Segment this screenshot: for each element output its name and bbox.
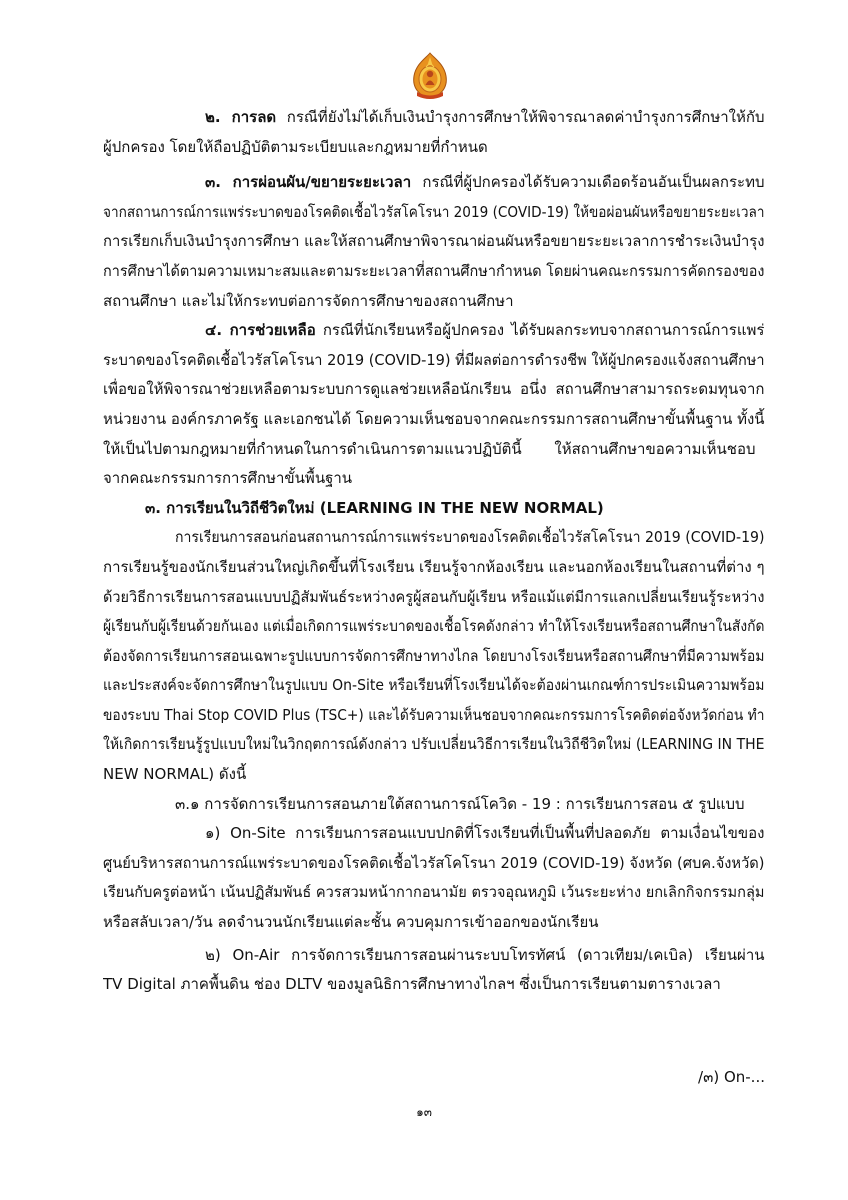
body-text-line (103, 168, 765, 198)
line-content: จากคณะกรรมการการศึกษาขั้นพื้นฐาน (103, 469, 353, 488)
document-body (103, 103, 765, 1000)
line-text (175, 523, 765, 553)
line-content: ๑) On-Site การเรียนการสอนแบบปกติที่โรงเรียนที่เป็นพื้นที่ปลอดภัย ตามเงื่อนไขของ (205, 824, 765, 843)
line-content: เรียนกับครูต่อหน้า เน้นปฏิสัมพันธ์ ควรสวมหน้ากากอนามัย ตรวจอุณหภูมิ เว้นระยะห่าง ยกเลิกกิจกรรมกลุ่ม (103, 883, 765, 902)
subsection-title (103, 790, 765, 820)
body-text-line (103, 701, 765, 731)
line-content: เพื่อขอให้พิจารณาช่วยเหลือตามระบบการดูแลช่วยเหลือนักเรียน อนึ่ง สถานศึกษาสามารถระดมทุนจาก (103, 380, 765, 399)
line-text (103, 849, 765, 879)
line-text (103, 257, 765, 287)
line-text (103, 227, 765, 257)
continuation-marker: /๓) On-... (698, 1068, 765, 1086)
section-heading-text: ๓. การเรียนในวิถีชีวิตใหม่ (LEARNING IN THE NEW NORMAL) (145, 498, 604, 517)
line-content: ของระบบ Thai Stop COVID Plus (TSC+) และได้รับความเห็นชอบจากคณะกรรมการโรคติดต่อจังหวัดก่อน ทำ (103, 705, 765, 724)
line-text (103, 133, 488, 163)
line-text (103, 878, 765, 908)
body-text-line (103, 642, 765, 672)
body-text-line (103, 287, 765, 317)
body-text-line (103, 612, 765, 642)
line-text (205, 819, 765, 849)
body-text-line (103, 760, 765, 790)
body-text-line (103, 553, 765, 583)
line-text (103, 612, 765, 642)
body-text-line (103, 346, 765, 376)
line-content: กรณีที่ผู้ปกครองได้รับความเดือดร้อนอันเป็นผลกระทบ (422, 173, 765, 192)
line-text (205, 168, 765, 198)
body-text-line (103, 819, 765, 849)
line-content: NEW NORMAL) ดังนี้ (103, 765, 247, 784)
section-heading (103, 494, 765, 524)
line-text (103, 701, 765, 731)
line-content: จากสถานการณ์การแพร่ระบาดของโรคติดเชื้อไวรัสโคโรนา 2019 (COVID-19) ให้ขอผ่อนผันหรือขยายระยะเวลา (103, 202, 765, 221)
line-text (103, 583, 765, 613)
subsection-title-text: ๓.๑ การจัดการเรียนการสอนภายใต้สถานการณ์โควิด - 19 : การเรียนการสอน ๕ รูปแบบ (175, 794, 745, 813)
line-text (103, 730, 765, 760)
line-content: การเรียนการสอนก่อนสถานการณ์การแพร่ระบาดของโรคติดเชื้อไวรัสโคโรนา 2019 (COVID-19) (175, 528, 765, 547)
line-text (175, 790, 745, 820)
line-text (103, 287, 514, 317)
section-deferment (103, 168, 765, 316)
line-text (103, 405, 765, 435)
obec-emblem-icon (410, 52, 450, 100)
line-content: การเรียกเก็บเงินบำรุงการศึกษา และให้สถานศึกษาพิจารณาผ่อนผันหรือขยายระยะเวลาการชำระเงินบำรุง (103, 232, 765, 251)
line-text (103, 346, 765, 376)
line-text (205, 316, 764, 346)
line-text (205, 103, 764, 133)
line-content: การศึกษาได้ตามความเหมาะสมและตามระยะเวลาที่สถานศึกษากำหนด โดยผ่านคณะกรรมการคัดกรองของ (103, 261, 765, 280)
line-content: ๒) On-Air การจัดการเรียนการสอนผ่านระบบโทรทัศน์ (ดาวเทียม/เคเบิล) เรียนผ่าน (205, 945, 765, 964)
section-fee-reduction (103, 103, 765, 162)
item-heading: ๔. การช่วยเหลือ (205, 321, 316, 340)
line-content: ให้เป็นไปตามกฎหมายที่กำหนดในการดำเนินการตามแนวปฏิบัตินี้ ให้สถานศึกษาขอความเห็นชอบ (103, 439, 756, 458)
line-content: การเรียนรู้ของนักเรียนส่วนใหญ่เกิดขึ้นที่โรงเรียน เรียนรู้จากห้องเรียน และนอกห้องเรียนในสถานที่ต่าง ๆ (103, 557, 765, 576)
body-text-line (103, 257, 765, 287)
line-content: ด้วยวิธีการเรียนการสอนแบบปฏิสัมพันธ์ระหว่างครูผู้สอนกับผู้เรียน หรือแม้แต่มีการแลกเปลี่ยนเรียนรู้ระหว่าง (103, 587, 765, 606)
body-text-line (103, 671, 765, 701)
emblem-graphic (410, 52, 450, 100)
body-text-line (103, 941, 765, 971)
body-text-line (103, 464, 765, 494)
line-content: และประสงค์จะจัดการศึกษาในรูปแบบ On-Site หรือเรียนที่โรงเรียนได้จะต้องผ่านเกณฑ์การประเมินความพร้อม (103, 676, 765, 695)
line-text (103, 375, 765, 405)
mode-on-site (103, 819, 765, 937)
body-text-line (103, 227, 765, 257)
item-heading: ๒. การลด (205, 108, 277, 126)
line-text (103, 553, 765, 583)
line-content: หน่วยงาน องค์กรภาครัฐ และเอกชนได้ โดยความเห็นชอบจากคณะกรรมการสถานศึกษาขั้นพื้นฐาน ทั้งนี้ (103, 409, 765, 428)
body-text-line (103, 375, 765, 405)
item-heading: ๓. การผ่อนผัน/ขยายระยะเวลา (205, 173, 412, 192)
mode-on-air (103, 941, 765, 1000)
body-text-line (103, 583, 765, 613)
line-text (103, 435, 755, 465)
line-content: ผู้ปกครอง โดยให้ถือปฏิบัติตามระเบียบและกฎหมายที่กำหนด (103, 137, 488, 156)
line-content: สถานศึกษา และไม่ให้กระทบต่อการจัดการศึกษาของสถานศึกษา (103, 291, 514, 310)
body-text-line (103, 849, 765, 879)
line-text (103, 908, 599, 938)
body-text-line (103, 523, 765, 553)
section-new-normal (103, 494, 765, 790)
line-content: ผู้เรียนกับผู้เรียนด้วยกันเอง แต่เมื่อเกิดการแพร่ระบาดของเชื้อโรคดังกล่าว ทำให้โรงเรียนหรือสถานศึกษาในสังกัด (103, 617, 765, 636)
section-assistance (103, 316, 765, 494)
line-content: ระบาดของโรคติดเชื้อไวรัสโคโรนา 2019 (COVID-19) ที่มีผลต่อการดำรงชีพ ให้ผู้ปกครองแจ้งสถานศึกษา (103, 350, 765, 369)
line-text (145, 494, 604, 524)
body-text-line (103, 878, 765, 908)
line-text (103, 198, 765, 228)
line-text (205, 941, 765, 971)
page-number: ๑๓ (416, 1105, 432, 1119)
body-text-line (103, 970, 765, 1000)
line-text (103, 671, 765, 701)
line-content: หรือสลับเวลา/วัน ลดจำนวนนักเรียนแต่ละชั้น ควบคุมการเข้าออกของนักเรียน (103, 913, 599, 932)
line-content: ต้องจัดการเรียนการสอนเฉพาะรูปแบบการจัดการศึกษาทางไกล โดยบางโรงเรียนหรือสถานศึกษาที่มีความพร้อม (103, 646, 765, 665)
body-text-line (103, 198, 765, 228)
body-text-line (103, 908, 765, 938)
line-content: กรณีที่นักเรียนหรือผู้ปกครอง ได้รับผลกระทบจากสถานการณ์การแพร่ (322, 321, 765, 340)
body-text-line (103, 103, 765, 133)
body-text-line (103, 316, 765, 346)
line-text (103, 464, 352, 494)
body-text-line (103, 405, 765, 435)
line-text (103, 642, 765, 672)
line-text (103, 970, 721, 1000)
line-content: TV Digital ภาคพื้นดิน ช่อง DLTV ของมูลนิธิการศึกษาทางไกลฯ ซึ่งเป็นการเรียนตามตารางเวลา (103, 975, 721, 994)
line-content: กรณีที่ยังไม่ได้เก็บเงินบำรุงการศึกษาให้พิจารณาลดค่าบำรุงการศึกษาให้กับ (286, 108, 765, 126)
line-content: ศูนย์บริหารสถานการณ์แพร่ระบาดของโรคติดเชื้อไวรัสโคโรนา 2019 (COVID-19) จังหวัด (ศบค.จังหวัด) (103, 853, 765, 872)
line-text (103, 760, 246, 790)
subsection-teaching-modes (103, 790, 765, 1000)
body-text-line (103, 435, 765, 465)
body-text-line (103, 730, 765, 760)
line-content: ให้เกิดการเรียนรู้รูปแบบใหม่ในวิกฤตการณ์ดังกล่าว ปรับเปลี่ยนวิธีการเรียนในวิถีชีวิตใหม่ (LEARNING IN THE (103, 735, 765, 754)
body-text-line (103, 133, 765, 163)
